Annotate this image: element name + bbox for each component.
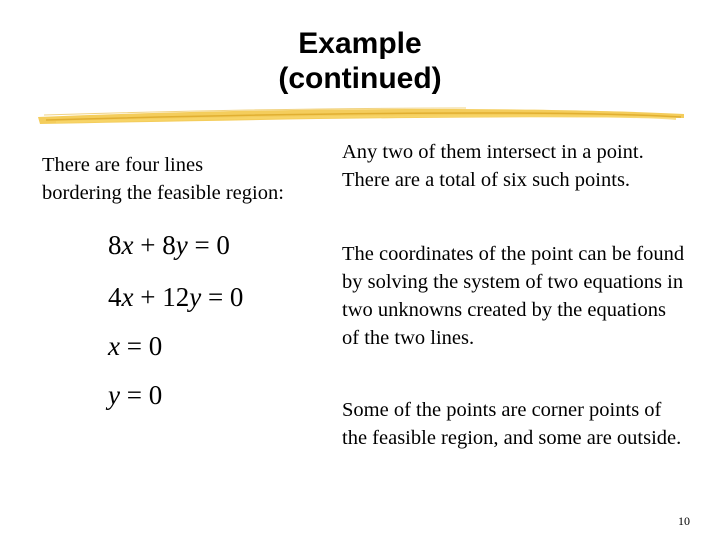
equation-1: 8x + 8y = 0 [108,230,230,260]
left-intro-line-2: bordering the feasible region: [42,182,284,204]
paragraph-intersections: Any two of them intersect in a point. There are a total of six such points. [342,141,644,191]
slide-title [0,26,720,96]
page-number: 10 [678,514,690,528]
paragraph-coordinates: The coordinates of the point can be found by solving the system of two equations in two unknowns created by the equations of the two lines. [342,243,685,349]
left-intro-text [42,151,284,207]
title-underline-swoosh [36,100,686,128]
paragraph-corner-points: Some of the points are corner points of the feasible region, and some are outside. [342,399,682,449]
left-intro-line-1: There are four lines [42,154,204,176]
equation-2: 4x + 12y = 0 [108,282,244,312]
equation-4: y = 0 [108,380,163,410]
slide-title-line-1: Example [298,27,422,60]
slide-title-line-2: (continued) [278,62,442,95]
equation-3: x = 0 [108,331,163,361]
